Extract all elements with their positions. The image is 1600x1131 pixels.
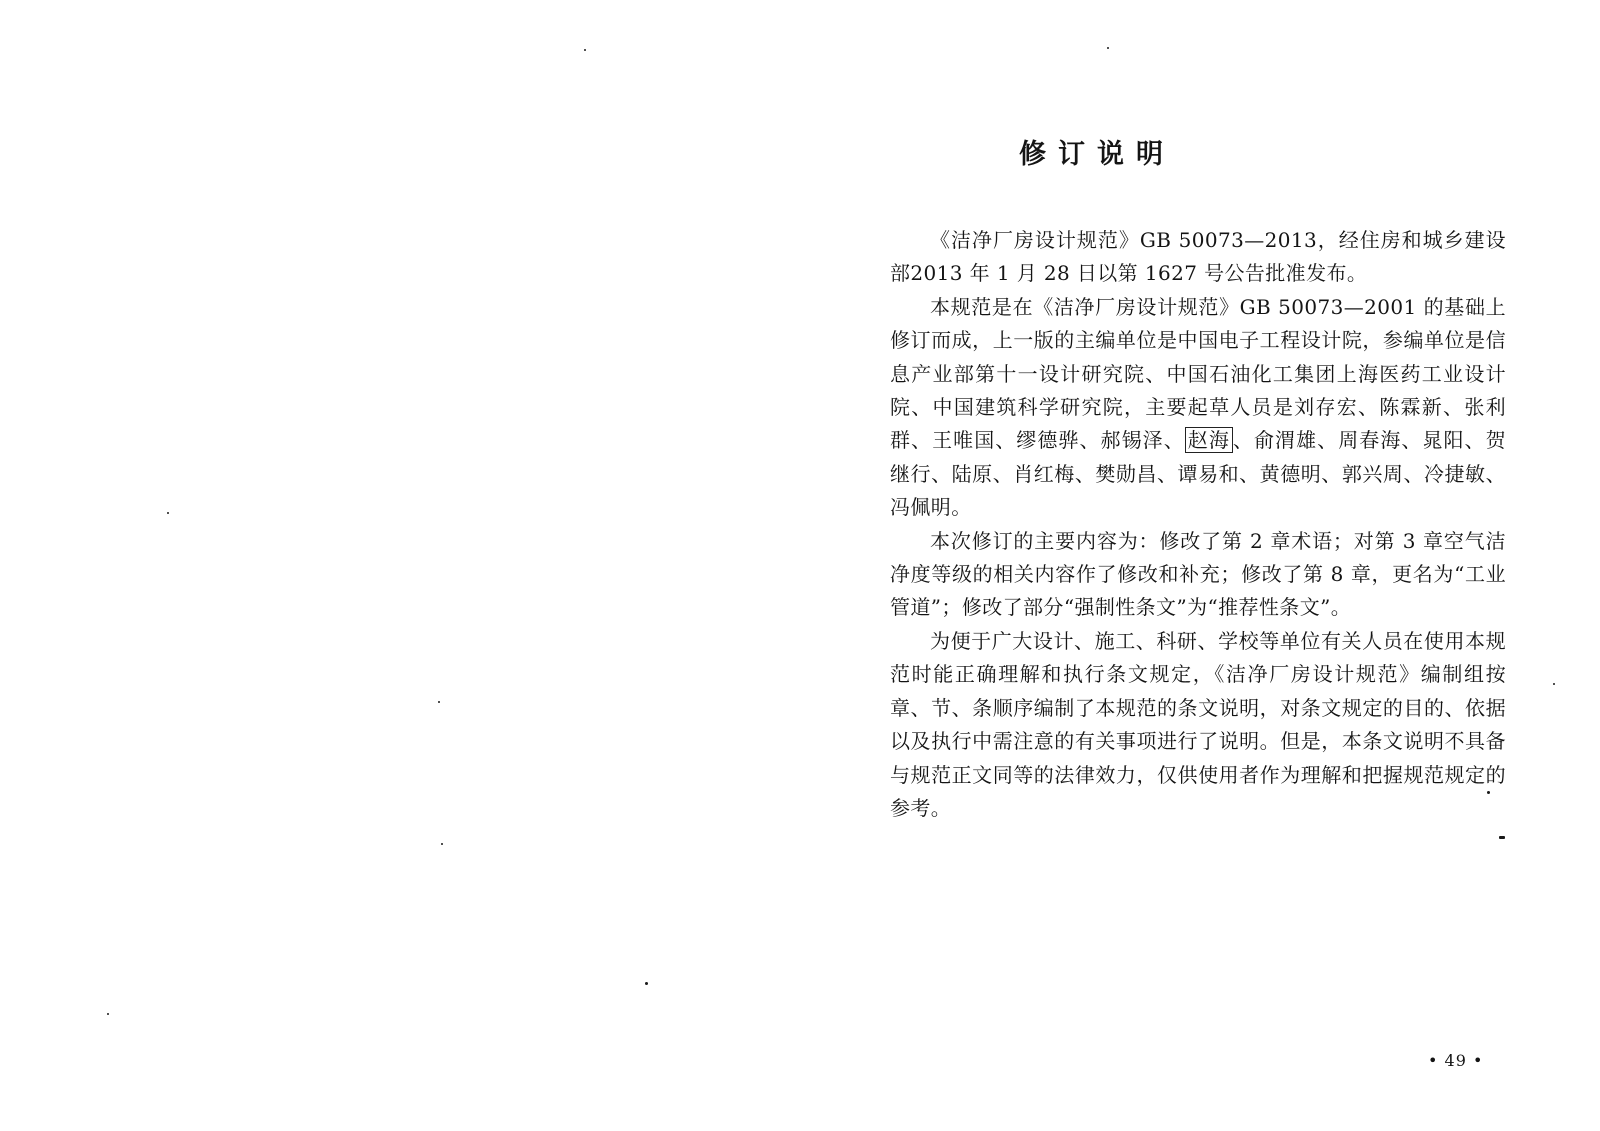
paragraph-text: 、俞渭雄、周春海、晁阳、贺继行、陆原、肖红梅、樊勋昌、谭易和、黄德明、郭兴周、冷捷敏、冯佩明。 (890, 428, 1506, 520)
scan-speck (645, 982, 648, 985)
scan-speck (107, 1013, 109, 1015)
paragraph-explanation-purpose: 为便于广大设计、施工、科研、学校等单位有关人员在使用本规范时能正确理解和执行条文规定，《洁净厂房设计规范》编制组按章、节、条顺序编制了本规范的条文说明，对条文规定的目的、依据以及执行中需注意的有关事项进行了说明。但是，本条文说明不具备与规范正文同等的法律效力，仅供使用者作为理解和把握规范规定的参考。 (890, 628, 1506, 820)
document-title: 修订说明 (1019, 139, 1175, 170)
paragraph-revision-content: 本次修订的主要内容为：修改了第 2 章术语；对第 3 章空气洁净度等级的相关内容作了修改和补充；修改了第 8 章，更名为“工业管道”；修改了部分“强制性条文”为“推荐性条文”。 (890, 528, 1506, 620)
scan-speck (1499, 836, 1505, 839)
scan-speck (584, 49, 586, 51)
paragraph-approval: 《洁净厂房设计规范》GB 50073—2013，经住房和城乡建设部2013 年 1 月 28 日以第 1627 号公告批准发布。 (890, 228, 1506, 286)
scan-speck (1553, 683, 1555, 685)
scan-speck (167, 512, 169, 514)
scan-speck (438, 701, 440, 703)
paragraph-text: 本规范是在《洁净厂房设计规范》GB 50073—2001 的基础上修订而成，上一版的主编单位是中国电子工程设计院，参编单位是信息产业部第十一设计研究院、中国石油化工集团上海医药工业设计院、中国建筑科学研究院，主要起草人员是刘存宏、陈霖新、张利群、王唯国、缪德骅、郝锡泽、 (890, 294, 1506, 453)
paragraph-revision-basis (890, 291, 1506, 525)
page-number: • 49 • (1428, 1051, 1484, 1070)
scan-speck (441, 843, 443, 845)
scan-speck (1107, 47, 1109, 49)
boxed-name: 赵海 (1185, 427, 1233, 453)
document-body (890, 224, 1506, 825)
